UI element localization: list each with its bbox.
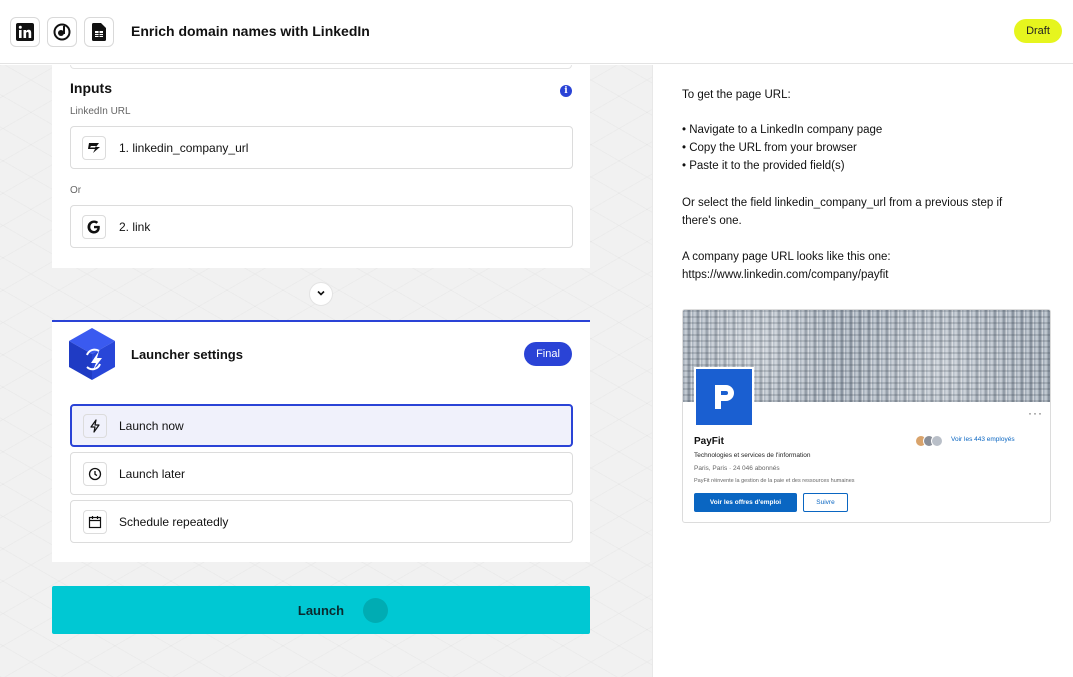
help-bullet: • Copy the URL from your browser	[682, 142, 857, 154]
inputs-card	[52, 65, 590, 268]
or-label: Or	[70, 185, 82, 196]
help-or-line: Or select the field linkedin_company_url from a previous step if	[682, 197, 1003, 209]
company-industry: Technologies et services de l'information	[694, 452, 811, 459]
schedule-repeatedly-label: Schedule repeatedly	[119, 515, 229, 529]
cursor-indicator	[363, 598, 388, 623]
help-bullet: • Paste it to the provided field(s)	[682, 160, 845, 172]
field-1-text: 1. linkedin_company_url	[119, 141, 249, 155]
more-options-icon: ···	[1028, 406, 1043, 420]
help-intro: To get the page URL:	[682, 89, 791, 101]
google-icon	[82, 215, 106, 239]
config-pane	[0, 65, 652, 677]
launch-button[interactable]	[52, 586, 590, 634]
linkedin-company-url-field[interactable]	[70, 126, 573, 169]
employees-link: Voir les 443 employés	[951, 436, 1015, 443]
clock-icon	[83, 462, 107, 486]
phantombuster-icon	[82, 136, 106, 160]
launch-now-option[interactable]	[70, 404, 573, 447]
company-name: PayFit	[694, 436, 725, 447]
launcher-settings-title: Launcher settings	[131, 347, 243, 362]
top-bar	[0, 0, 1073, 64]
info-icon[interactable]: i	[560, 85, 572, 97]
schedule-repeatedly-option[interactable]	[70, 500, 573, 543]
sheets-icon[interactable]	[84, 17, 114, 47]
launcher-cube-icon	[69, 328, 115, 380]
company-description: PayFit réinvente la gestion de la paie et des ressources humaines	[694, 478, 855, 484]
final-badge: Final	[524, 342, 572, 366]
link-field[interactable]	[70, 205, 573, 248]
linkedin-url-label: LinkedIn URL	[70, 106, 131, 117]
expand-toggle-button[interactable]	[309, 282, 333, 306]
launch-now-label: Launch now	[119, 419, 184, 433]
previous-card-edge	[70, 65, 572, 69]
chevron-down-icon	[316, 285, 326, 303]
employee-avatars	[915, 435, 947, 447]
follow-button: Suivre	[803, 493, 848, 512]
help-example-url: https://www.linkedin.com/company/payfit	[682, 269, 889, 281]
linkedin-icon[interactable]	[10, 17, 40, 47]
draft-status-badge: Draft	[1014, 19, 1062, 43]
inputs-title: Inputs	[70, 80, 112, 96]
field-2-text: 2. link	[119, 220, 151, 234]
company-location: Paris, Paris · 24 046 abonnés	[694, 465, 780, 472]
workflow-title: Enrich domain names with LinkedIn	[131, 23, 370, 39]
launcher-settings-card	[52, 320, 590, 562]
calendar-icon	[83, 510, 107, 534]
help-bullet: • Navigate to a LinkedIn company page	[682, 124, 883, 136]
help-example-label: A company page URL looks like this one:	[682, 251, 891, 263]
dropcontact-icon[interactable]	[47, 17, 77, 47]
lightning-icon	[83, 414, 107, 438]
payfit-logo	[694, 367, 754, 427]
help-or-line-2: there's one.	[682, 215, 742, 227]
linkedin-company-preview	[682, 309, 1051, 523]
launch-later-option[interactable]	[70, 452, 573, 495]
help-pane	[652, 65, 1073, 677]
job-offers-button: Voir les offres d'emploi	[694, 493, 797, 512]
launch-button-label: Launch	[297, 602, 345, 618]
launch-later-label: Launch later	[119, 467, 186, 481]
